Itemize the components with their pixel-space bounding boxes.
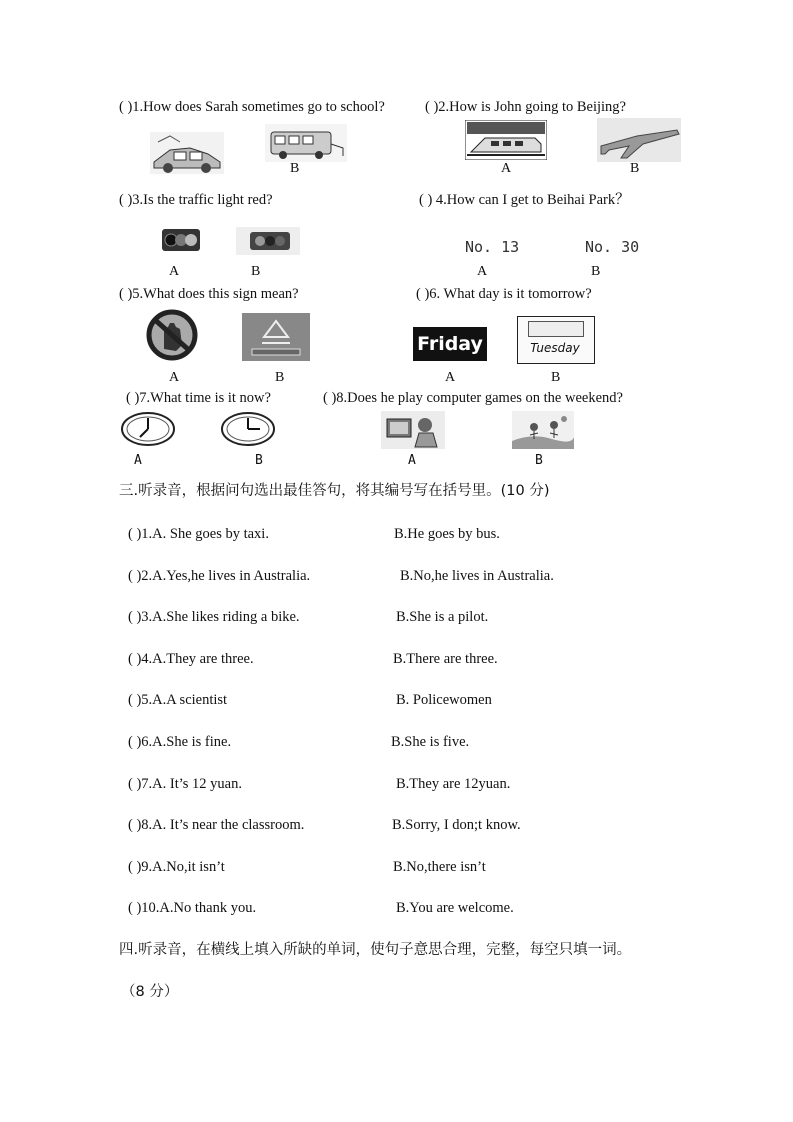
outdoor-play-image bbox=[512, 411, 574, 449]
taxi-scene-image bbox=[150, 132, 224, 174]
s3-item-3-a: ( )3.A.She likes riding a bike. bbox=[128, 609, 300, 625]
option-label-b: B bbox=[591, 264, 601, 279]
traffic-light-b-image bbox=[236, 227, 300, 255]
s3-item-9-b: B.No,there isn’t bbox=[393, 859, 486, 875]
bus-scene-image bbox=[265, 124, 347, 162]
option-label-b: B bbox=[290, 161, 300, 176]
s3-item-10-a: ( )10.A.No thank you. bbox=[128, 900, 257, 916]
question-3: ( )3.Is the traffic light red? bbox=[119, 192, 273, 208]
traffic-light-a-image bbox=[160, 225, 202, 255]
question-8: ( )8.Does he play computer games on the weekend? bbox=[323, 390, 623, 406]
option-label-a: A bbox=[134, 453, 142, 468]
section-4-title: 四.听录音，在横线上填入所缺的单词，使句子意思合理，完整，每空只填一词。 bbox=[119, 942, 632, 958]
question-4: ( ) 4.How can I get to Beihai Park？ bbox=[419, 192, 630, 208]
s3-item-4-b: B.There are three. bbox=[393, 651, 498, 667]
option-label-a: A bbox=[501, 161, 512, 176]
friday-text: Friday bbox=[417, 333, 483, 355]
s3-item-1-b: B.He goes by bus. bbox=[394, 526, 500, 542]
plane-image bbox=[597, 118, 681, 162]
clock-a-image bbox=[120, 411, 176, 447]
s3-item-8-b: B.Sorry, I don;t know. bbox=[392, 817, 521, 833]
s3-item-2-b: B.No,he lives in Australia. bbox=[400, 568, 554, 584]
question-7: ( )7.What time is it now? bbox=[126, 390, 271, 406]
s3-item-8-a: ( )8.A. It’s near the classroom. bbox=[128, 817, 305, 833]
tuesday-calendar-image bbox=[517, 316, 595, 364]
option-label-a: A bbox=[408, 453, 416, 468]
s3-item-5-a: ( )5.A.A scientist bbox=[128, 692, 228, 708]
question-5: ( )5.What does this sign mean? bbox=[119, 286, 299, 302]
s3-item-5-b: B. Policewomen bbox=[396, 692, 492, 708]
bus-number-b: No. 30 bbox=[585, 238, 640, 256]
recycle-sign-image bbox=[242, 313, 310, 361]
tuesday-text: Tuesday bbox=[530, 341, 580, 355]
option-label-a: A bbox=[169, 370, 180, 385]
option-label-b: B bbox=[275, 370, 285, 385]
bus-number-a: No. 13 bbox=[465, 238, 520, 256]
option-label-b: B bbox=[251, 264, 261, 279]
option-label-b: B bbox=[630, 161, 640, 176]
s3-item-4-a: ( )4.A.They are three. bbox=[128, 651, 254, 667]
s3-item-6-b: B.She is five. bbox=[391, 734, 470, 750]
section-4-points: （8 分） bbox=[121, 984, 179, 1000]
clock-b-image bbox=[220, 411, 276, 447]
s3-item-7-b: B.They are 12yuan. bbox=[396, 776, 511, 792]
s3-item-1-a: ( )1.A. She goes by taxi. bbox=[128, 526, 269, 542]
computer-boy-image bbox=[381, 411, 445, 449]
option-label-b: B bbox=[255, 453, 263, 468]
s3-item-7-a: ( )7.A. It’s 12 yuan. bbox=[128, 776, 242, 792]
option-label-a: A bbox=[477, 264, 488, 279]
train-image bbox=[465, 120, 547, 160]
question-1: ( )1.How does Sarah sometimes go to school? bbox=[119, 99, 385, 115]
no-touching-sign-image bbox=[136, 309, 208, 361]
s3-item-9-a: ( )9.A.No,it isn’t bbox=[128, 859, 225, 875]
friday-card-image bbox=[413, 327, 487, 361]
section-3-title: 三.听录音，根据问句选出最佳答句，将其编号写在括号里。(10 分) bbox=[119, 483, 550, 499]
question-2: ( )2.How is John going to Beijing? bbox=[425, 99, 626, 115]
option-label-b: B bbox=[551, 370, 561, 385]
s3-item-3-b: B.She is a pilot. bbox=[396, 609, 489, 625]
s3-item-6-a: ( )6.A.She is fine. bbox=[128, 734, 232, 750]
question-6: ( )6. What day is it tomorrow? bbox=[416, 286, 592, 302]
option-label-b: B bbox=[535, 453, 543, 468]
option-label-a: A bbox=[169, 264, 180, 279]
s3-item-10-b: B.You are welcome. bbox=[396, 900, 514, 916]
s3-item-2-a: ( )2.A.Yes,he lives in Australia. bbox=[128, 568, 311, 584]
option-label-a: A bbox=[445, 370, 456, 385]
